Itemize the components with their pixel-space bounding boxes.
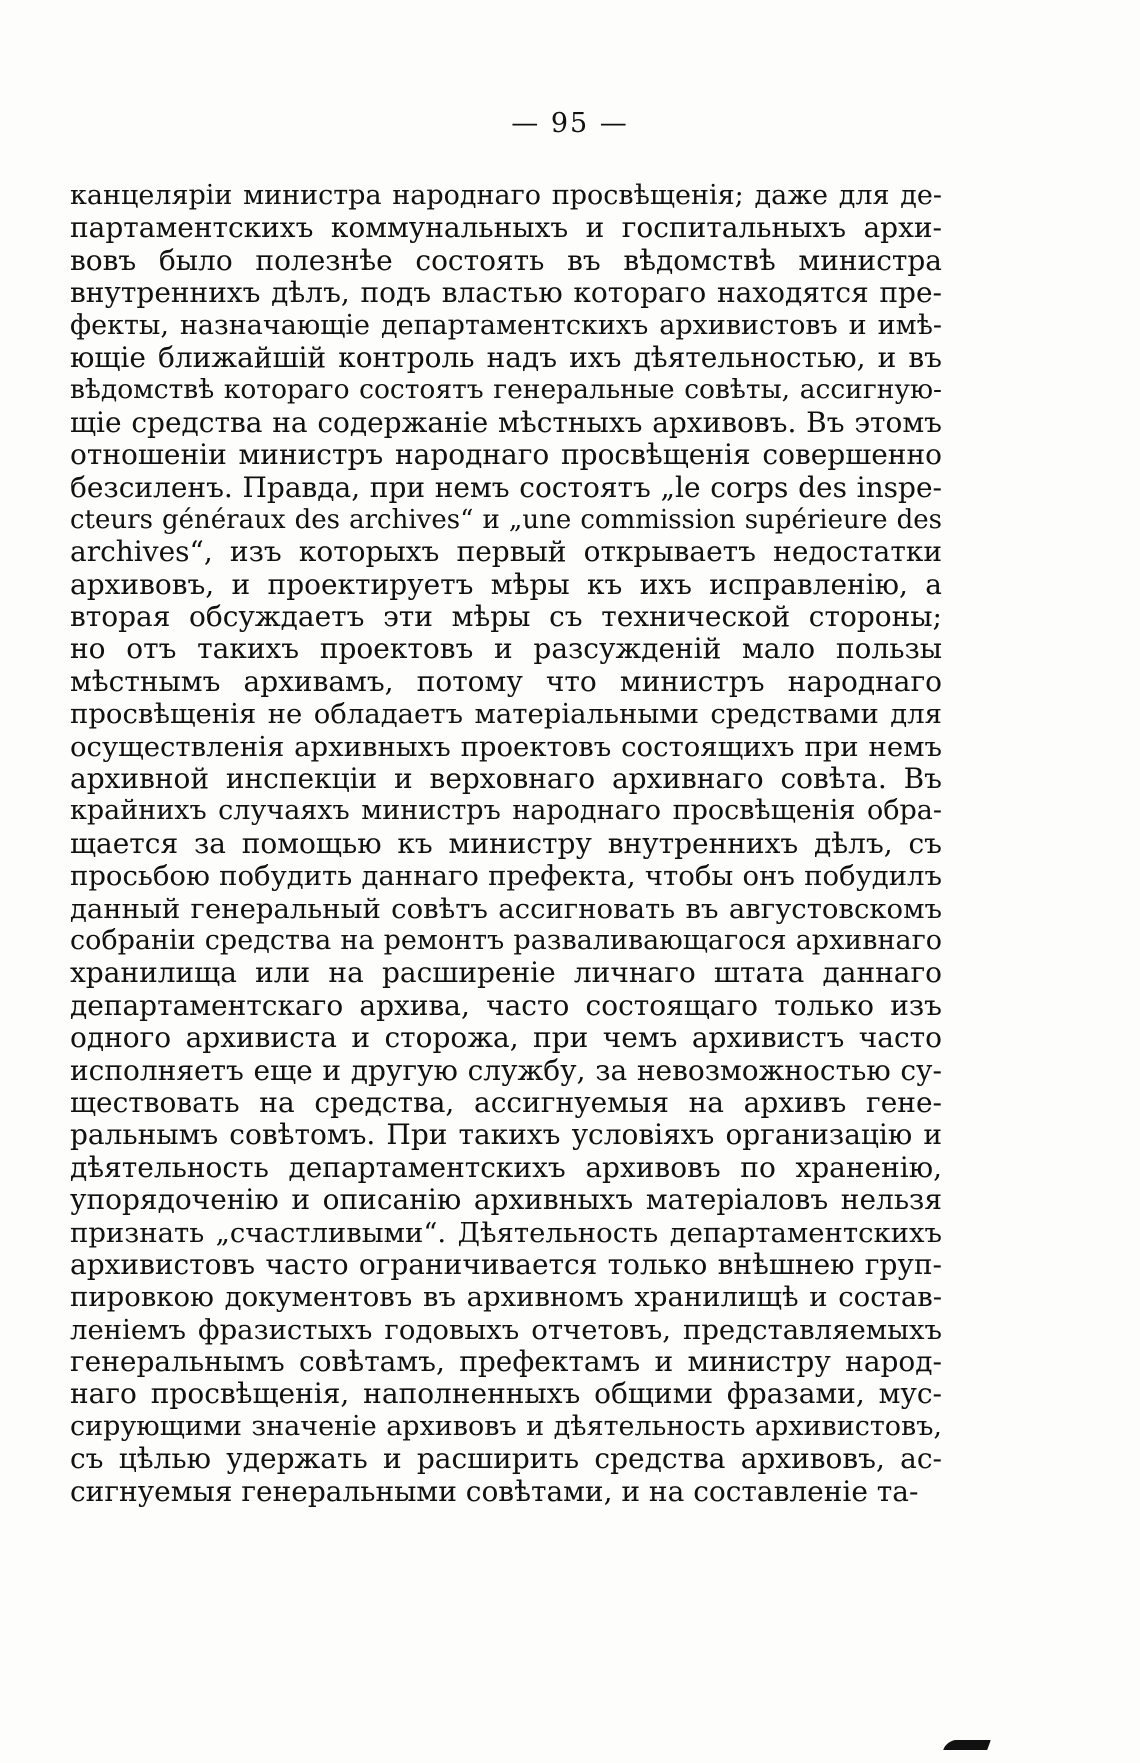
text-line: осуществленія архивныхъ проектовъ состоящихъ при немъ — [70, 730, 942, 763]
text-line: но отъ такихъ проектовъ и разсужденій мало пользы — [70, 633, 942, 666]
text-line: пировкою документовъ въ архивномъ хранилищѣ и состав- — [70, 1281, 942, 1314]
text-line: вѣдомствѣ котораго состоятъ генеральные совѣты, ассигную- — [70, 374, 942, 406]
text-line: вовъ было полезнѣе состоять въ вѣдомствѣ министра — [70, 244, 942, 277]
text-line: archives“, изъ которыхъ первый открываетъ недостатки — [70, 536, 942, 569]
text-line: дѣятельность департаментскихъ архивовъ по храненію, — [70, 1151, 942, 1184]
text-line: cteurs généraux des archives“ и „une commission supérieure des — [70, 504, 942, 535]
text-line: безсиленъ. Правда, при немъ состоятъ „le corps des inspe- — [70, 471, 942, 504]
text-line: ющіе ближайшій контроль надъ ихъ дѣятельностью, и въ — [70, 341, 942, 374]
text-line: департаментскаго архива, часто состоящаго только изъ — [70, 989, 942, 1022]
text-line: вторая обсуждаетъ эти мѣры съ технической стороны; — [70, 601, 942, 634]
text-line: щіе средства на содержаніе мѣстныхъ архивовъ. Въ этомъ — [70, 406, 942, 439]
text-line: мѣстнымъ архивамъ, потому что министръ народнаго — [70, 665, 942, 698]
text-line: ществовать на средства, ассигнуемыя на архивъ гене- — [70, 1086, 942, 1119]
text-line: признать „счастливыми“. Дѣятельность департаментскихъ — [70, 1216, 942, 1249]
text-line: просьбою побудить даннаго префекта, чтобы онъ побудилъ — [70, 860, 942, 893]
text-line: канцеляріи министра народнаго просвѣщенія; даже для де- — [70, 180, 942, 211]
text-line: крайнихъ случаяхъ министръ народнаго просвѣщенія обра- — [70, 795, 942, 827]
text-line: просвѣщенія не обладаетъ матеріальными средствами для — [70, 698, 942, 731]
text-line: съ цѣлью удержать и расширить средства архивовъ, ас- — [70, 1443, 942, 1476]
text-line: отношеніи министръ народнаго просвѣщенія совершенно — [70, 439, 942, 472]
text-line: сигнуемыя генеральными совѣтами, и на составленіе та- — [70, 1475, 919, 1508]
ink-mark — [943, 1740, 991, 1750]
text-line: леніемъ фразистыхъ годовыхъ отчетовъ, представляемыхъ — [70, 1313, 942, 1346]
text-line: данный генеральный совѣтъ ассигновать въ августовскомъ — [70, 892, 942, 925]
text-line: фекты, назначающіе департаментскихъ архивистовъ и имѣ- — [70, 309, 942, 341]
text-line: исполняетъ еще и другую службу, за невозможностью су- — [70, 1054, 942, 1087]
body-text — [70, 180, 942, 1508]
text-line: собраніи средства на ремонтъ разваливающагося архивнаго — [70, 924, 942, 956]
text-line: щается за помощью къ министру внутреннихъ дѣлъ, съ — [70, 827, 942, 860]
page-number: — 95 — — [511, 108, 629, 139]
text-line: генеральнымъ совѣтамъ, префектамъ и министру народ- — [70, 1346, 942, 1379]
text-line: хранилища или на расширеніе личнаго штата даннаго — [70, 957, 942, 990]
text-line: партаментскихъ коммунальныхъ и госпитальныхъ архи- — [70, 212, 942, 245]
text-line: одного архивиста и сторожа, при чемъ архивистъ часто — [70, 1022, 942, 1055]
text-line: сирующими значеніе архивовъ и дѣятельность архивистовъ, — [70, 1410, 942, 1442]
text-line: упорядоченію и описанію архивныхъ матеріаловъ нельзя — [70, 1184, 942, 1217]
text-line: архивной инспекціи и верховнаго архивнаго совѣта. Въ — [70, 763, 942, 796]
text-line: наго просвѣщенія, наполненныхъ общими фразами, мус- — [70, 1378, 942, 1411]
text-line: архивовъ, и проектируетъ мѣры къ ихъ исправленію, а — [70, 568, 942, 601]
text-line: архивистовъ часто ограничивается только внѣшнею груп- — [70, 1248, 942, 1281]
text-line: внутреннихъ дѣлъ, подъ властью котораго находятся пре- — [70, 277, 942, 310]
text-line: ральнымъ совѣтомъ. При такихъ условіяхъ организацію и — [70, 1119, 942, 1152]
